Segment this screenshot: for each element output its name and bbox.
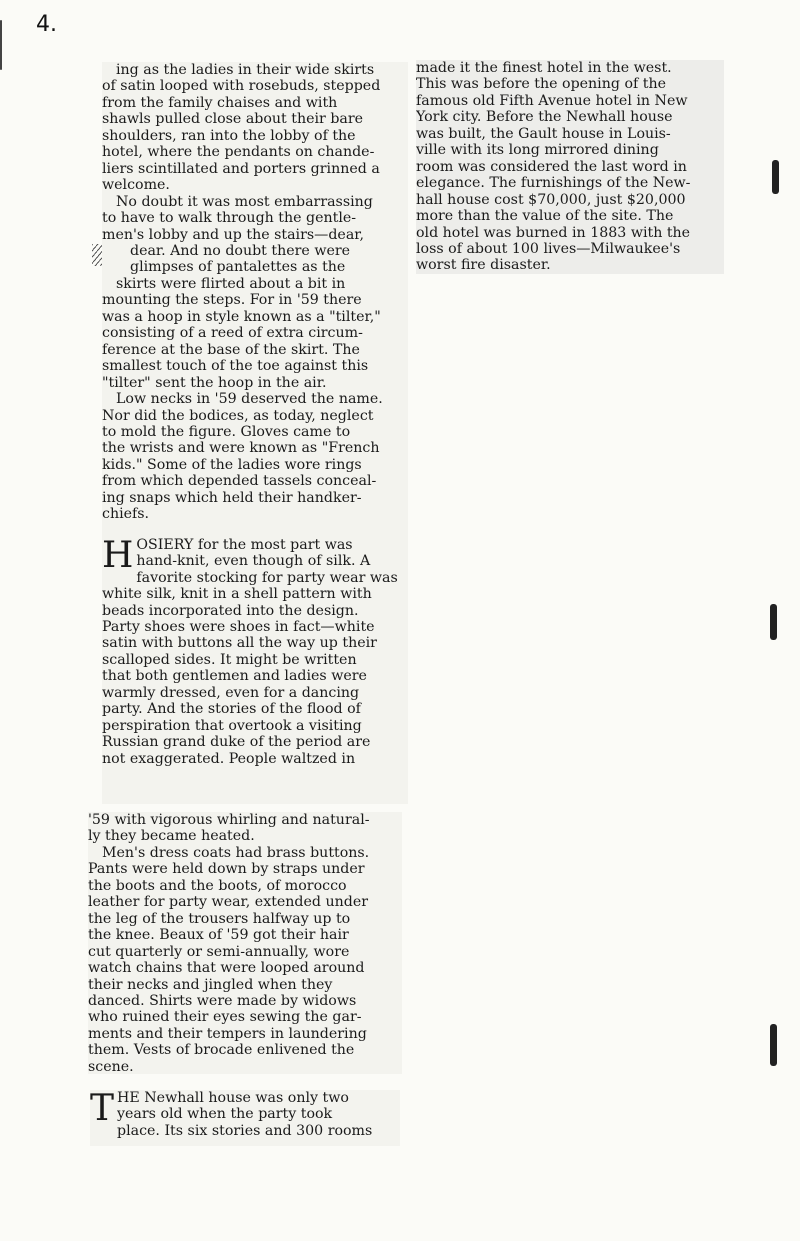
article-column-left-middle (88, 812, 402, 1074)
text-line: mounting the steps. For in '59 there (102, 292, 362, 309)
text-line: made it the finest hotel in the west. (416, 60, 672, 76)
text-line: perspiration that overtook a visiting (102, 717, 362, 734)
binder-hole-mark (770, 1024, 777, 1066)
paragraph-embarrassing (102, 194, 408, 391)
text-line: more than the value of the site. The (416, 208, 674, 225)
section-gap (102, 523, 408, 537)
binder-hole-mark (770, 604, 777, 640)
text-line: kids." Some of the ladies wore rings (102, 456, 362, 473)
text-line: party. And the stories of the flood of (102, 701, 361, 718)
text-line: No doubt it was most embarrassing (116, 193, 373, 210)
article-column-left-bottom (90, 1090, 400, 1146)
text-line: hall house cost $70,000, just $20,000 (416, 191, 686, 208)
text-line: the wrists and were known as "French (102, 440, 380, 457)
edge-mark (0, 20, 2, 70)
text-line: Low necks in '59 deserved the name. (116, 391, 383, 408)
text-line: This was before the opening of the (416, 76, 666, 93)
text-line: ing as the ladies in their wide skirts (116, 62, 375, 78)
text-line: ments and their tempers in laundering (88, 1025, 367, 1042)
text-line: to mold the figure. Gloves came to (102, 423, 351, 440)
text-line: liers scintillated and porters grinned a (102, 160, 380, 177)
text-line: "tilter" sent the hoop in the air. (102, 374, 327, 391)
paragraph-mens-dress (88, 845, 402, 1074)
article-column-left-top (102, 62, 408, 804)
text-line: was built, the Gault house in Louis- (416, 125, 671, 142)
text-line: elegance. The furnishings of the New- (416, 175, 691, 192)
text-line: famous old Fifth Avenue hotel in New (416, 92, 688, 109)
text-line: ly they became heated. (88, 828, 255, 845)
article-column-right (416, 60, 724, 274)
text-line: scene. (88, 1058, 134, 1074)
text-line: warmly dressed, even for a dancing (102, 684, 360, 701)
drop-cap: T (90, 1090, 115, 1129)
text-line: glimpses of pantalettes as the (130, 259, 346, 276)
text-line: men's lobby and up the stairs—dear, (102, 226, 365, 243)
paragraph-arrival (102, 62, 408, 194)
text-line: their necks and jingled when they (88, 976, 333, 993)
text-line: white silk, knit in a shell pattern with (102, 586, 372, 603)
text-line: Party shoes were shoes in fact—white (102, 618, 375, 635)
text-line: '59 with vigorous whirling and natural- (88, 812, 370, 828)
text-line: HE Newhall house was only two (117, 1090, 349, 1106)
paragraph-low-necks (102, 391, 408, 523)
text-line: watch chains that were looped around (88, 960, 365, 977)
text-line: from the family chaises and with (102, 94, 338, 111)
text-line: to have to walk through the gentle- (102, 210, 357, 227)
text-line: chiefs. (102, 506, 150, 523)
text-line: consisting of a reed of extra circum- (102, 325, 363, 342)
text-line: not exaggerated. People waltzed in (102, 750, 356, 767)
text-line: York city. Before the Newhall house (416, 109, 673, 126)
text-line: Pants were held down by straps under (88, 861, 365, 878)
text-line: leather for party wear, extended under (88, 894, 369, 911)
text-line: the boots and the boots, of morocco (88, 877, 347, 894)
text-line: Nor did the bodices, as today, neglect (102, 407, 374, 424)
text-line: skirts were flirted about a bit in (116, 275, 346, 292)
text-line: the knee. Beaux of '59 got their hair (88, 927, 349, 944)
drop-cap: H (102, 534, 134, 576)
text-line: hotel, where the pendants on chande- (102, 144, 375, 161)
paragraph-waltz-continued (88, 812, 402, 845)
text-line: shawls pulled close about their bare (102, 111, 364, 128)
text-line: cut quarterly or semi-annually, wore (88, 943, 350, 960)
text-line: years old when the party took (117, 1106, 333, 1123)
text-line: worst fire disaster. (416, 257, 551, 274)
text-line: place. Its six stories and 300 rooms (117, 1122, 373, 1139)
text-line: loss of about 100 lives—Milwaukee's (416, 240, 681, 257)
text-line: them. Vests of brocade enlivened the (88, 1042, 355, 1059)
text-line: scalloped sides. It might be written (102, 651, 357, 668)
text-line: old hotel was burned in 1883 with the (416, 224, 691, 241)
text-line: beads incorporated into the design. (102, 602, 359, 619)
text-line: Men's dress coats had brass buttons. (102, 844, 370, 861)
text-line: from which depended tassels conceal- (102, 473, 377, 490)
text-line: hand-knit, even though of silk. A (136, 553, 371, 570)
text-line: ing snaps which held their handker- (102, 489, 362, 506)
text-line: ference at the base of the skirt. The (102, 341, 360, 358)
text-line: favorite stocking for party wear was (136, 569, 398, 586)
text-line: room was considered the last word in (416, 158, 687, 175)
text-line: Russian grand duke of the period are (102, 734, 371, 751)
text-line: shoulders, ran into the lobby of the (102, 127, 356, 144)
paragraph-finest-hotel (416, 60, 724, 274)
text-line: was a hoop in style known as a "tilter," (102, 308, 381, 325)
text-line: smallest touch of the toe against this (102, 358, 369, 375)
text-line: ville with its long mirrored dining (416, 142, 659, 159)
text-line: OSIERY for the most part was (136, 536, 353, 553)
text-line: of satin looped with rosebuds, stepped (102, 78, 381, 95)
paragraph-hosiery (102, 534, 408, 767)
page-number: 4. (36, 12, 57, 37)
text-line: danced. Shirts were made by widows (88, 992, 357, 1009)
text-line: dear. And no doubt there were (130, 242, 351, 259)
text-line: satin with buttons all the way up their (102, 635, 377, 652)
text-line: welcome. (102, 177, 170, 194)
text-line: that both gentlemen and ladies were (102, 668, 367, 685)
text-line: who ruined their eyes sewing the gar- (88, 1009, 362, 1026)
binder-hole-mark (772, 160, 779, 194)
text-line: the leg of the trousers halfway up to (88, 910, 351, 927)
paragraph-newhall (90, 1090, 400, 1139)
